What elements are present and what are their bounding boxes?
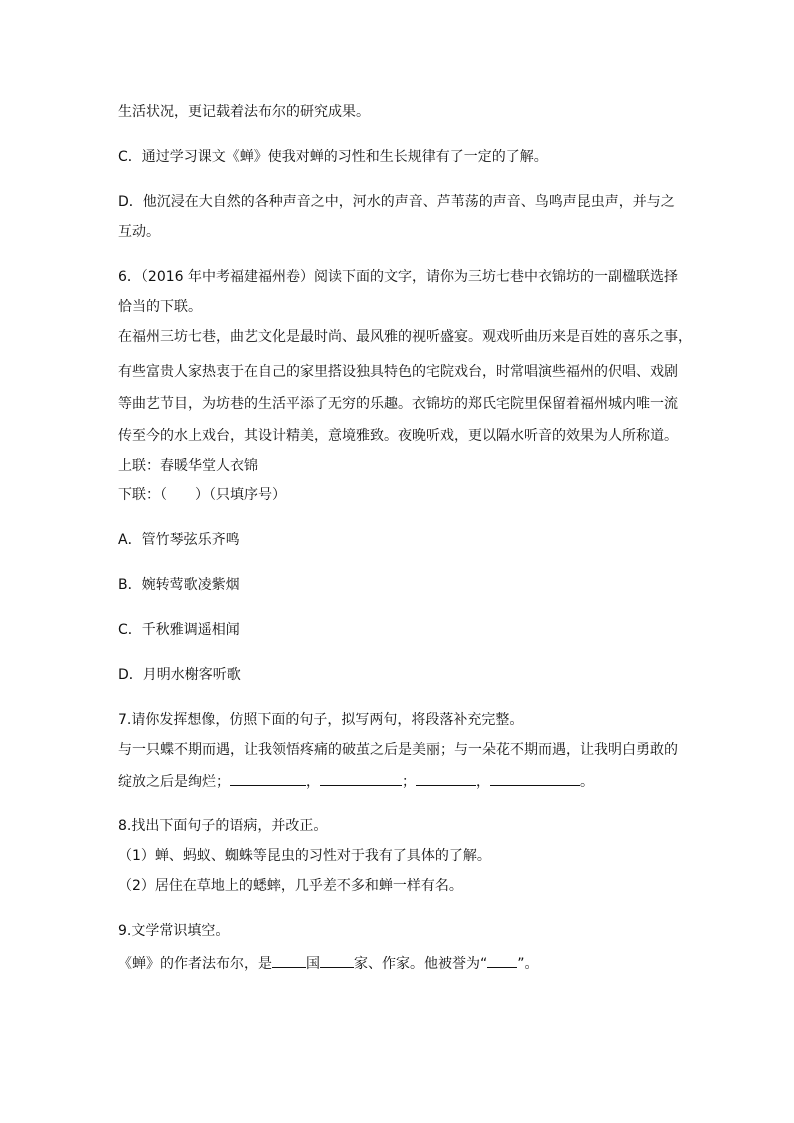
q5-option-d-line1: D．他沉浸在大自然的各种声音之中，河水的声音、芦苇荡的声音、鸟鸣声昆虫声，并与之 — [118, 194, 675, 210]
q6-prompt-line2: 恰当的下联。 — [118, 299, 202, 315]
q7-prompt: 7.请你发挥想像，仿照下面的句子，拟写两句，将段落补充完整。 — [118, 712, 524, 728]
q9-text-c: 家、作家。他被誉为“ — [354, 956, 488, 972]
q8-prompt: 8.找出下面句子的语病，并改正。 — [118, 818, 328, 834]
q9-blank-1[interactable] — [272, 953, 306, 968]
q6-passage-line3: 等曲艺节目，为坊巷的生活平添了无穷的乐趣。衣锦坊的郑氏宅院里保留着福州城内唯一流 — [118, 396, 678, 412]
q6-passage-line2: 有些富贵人家热衷于在自己的家里搭设独具特色的宅院戏台，时常唱演些福州的伬唱、戏剧 — [118, 364, 678, 380]
q7-text-d: ， — [476, 774, 490, 790]
q7-example-line2 — [118, 771, 594, 792]
q7-blank-1[interactable] — [230, 771, 306, 786]
q6-option-b: B．婉转莺歌凌紫烟 — [118, 577, 240, 593]
q7-text-c: ； — [402, 774, 416, 790]
q6-passage-line4: 传至今的水上戏台，其设计精美，意境雅致。夜晚听戏，更以隔水听音的效果为人所称道。 — [118, 428, 678, 444]
q9-blank-2[interactable] — [320, 953, 354, 968]
q9-text-a: 《蝉》的作者法布尔，是 — [118, 956, 272, 972]
q9-prompt: 9.文学常识填空。 — [118, 923, 230, 939]
q7-blank-4[interactable] — [490, 771, 580, 786]
q7-blank-2[interactable] — [320, 771, 402, 786]
q6-prompt-line1: 6．（2016 年中考福建福州卷）阅读下面的文字，请你为三坊七巷中衣锦坊的一副楹联选择 — [118, 269, 678, 285]
q7-example-line1: 与一只蝶不期而遇，让我领悟疼痛的破茧之后是美丽；与一朵花不期而遇，让我明白勇敢的 — [118, 742, 678, 758]
q8-sentence-2: （2）居住在草地上的蟋蟀，几乎差不多和蝉一样有名。 — [118, 878, 463, 894]
q8-sentence-1: （1）蝉、蚂蚁、蜘蛛等昆虫的习性对于我有了具体的了解。 — [118, 848, 491, 864]
q7-text-b: ， — [306, 774, 320, 790]
q6-option-d: D．月明水榭客听歌 — [118, 667, 241, 683]
q9-text-b: 国 — [306, 956, 320, 972]
q7-text-e: 。 — [580, 774, 594, 790]
q6-option-a: A．管竹琴弦乐齐鸣 — [118, 532, 240, 548]
q9-text-d: ”。 — [517, 956, 539, 972]
continued-option-text: 生活状况，更记载着法布尔的研究成果。 — [118, 104, 370, 120]
q9-fill-line — [118, 953, 539, 974]
q5-option-c: C．通过学习课文《蝉》使我对蝉的习性和生长规律有了一定的了解。 — [118, 149, 548, 165]
q7-text-a: 绽放之后是绚烂； — [118, 774, 230, 790]
q6-option-c: C．千秋雅调遥相闻 — [118, 622, 240, 638]
q6-passage-line1: 在福州三坊七巷，曲艺文化是最时尚、最风雅的视听盛宴。观戏听曲历来是百姓的喜乐之事， — [118, 329, 692, 345]
q7-blank-3[interactable] — [416, 771, 476, 786]
q6-upper-couplet: 上联：春暖华堂人衣锦 — [118, 458, 258, 474]
q9-blank-3[interactable] — [487, 953, 517, 968]
q5-option-d-line2: 互动。 — [118, 224, 160, 240]
q6-lower-couplet-prompt: 下联：（ ）（只填序号） — [118, 487, 286, 503]
